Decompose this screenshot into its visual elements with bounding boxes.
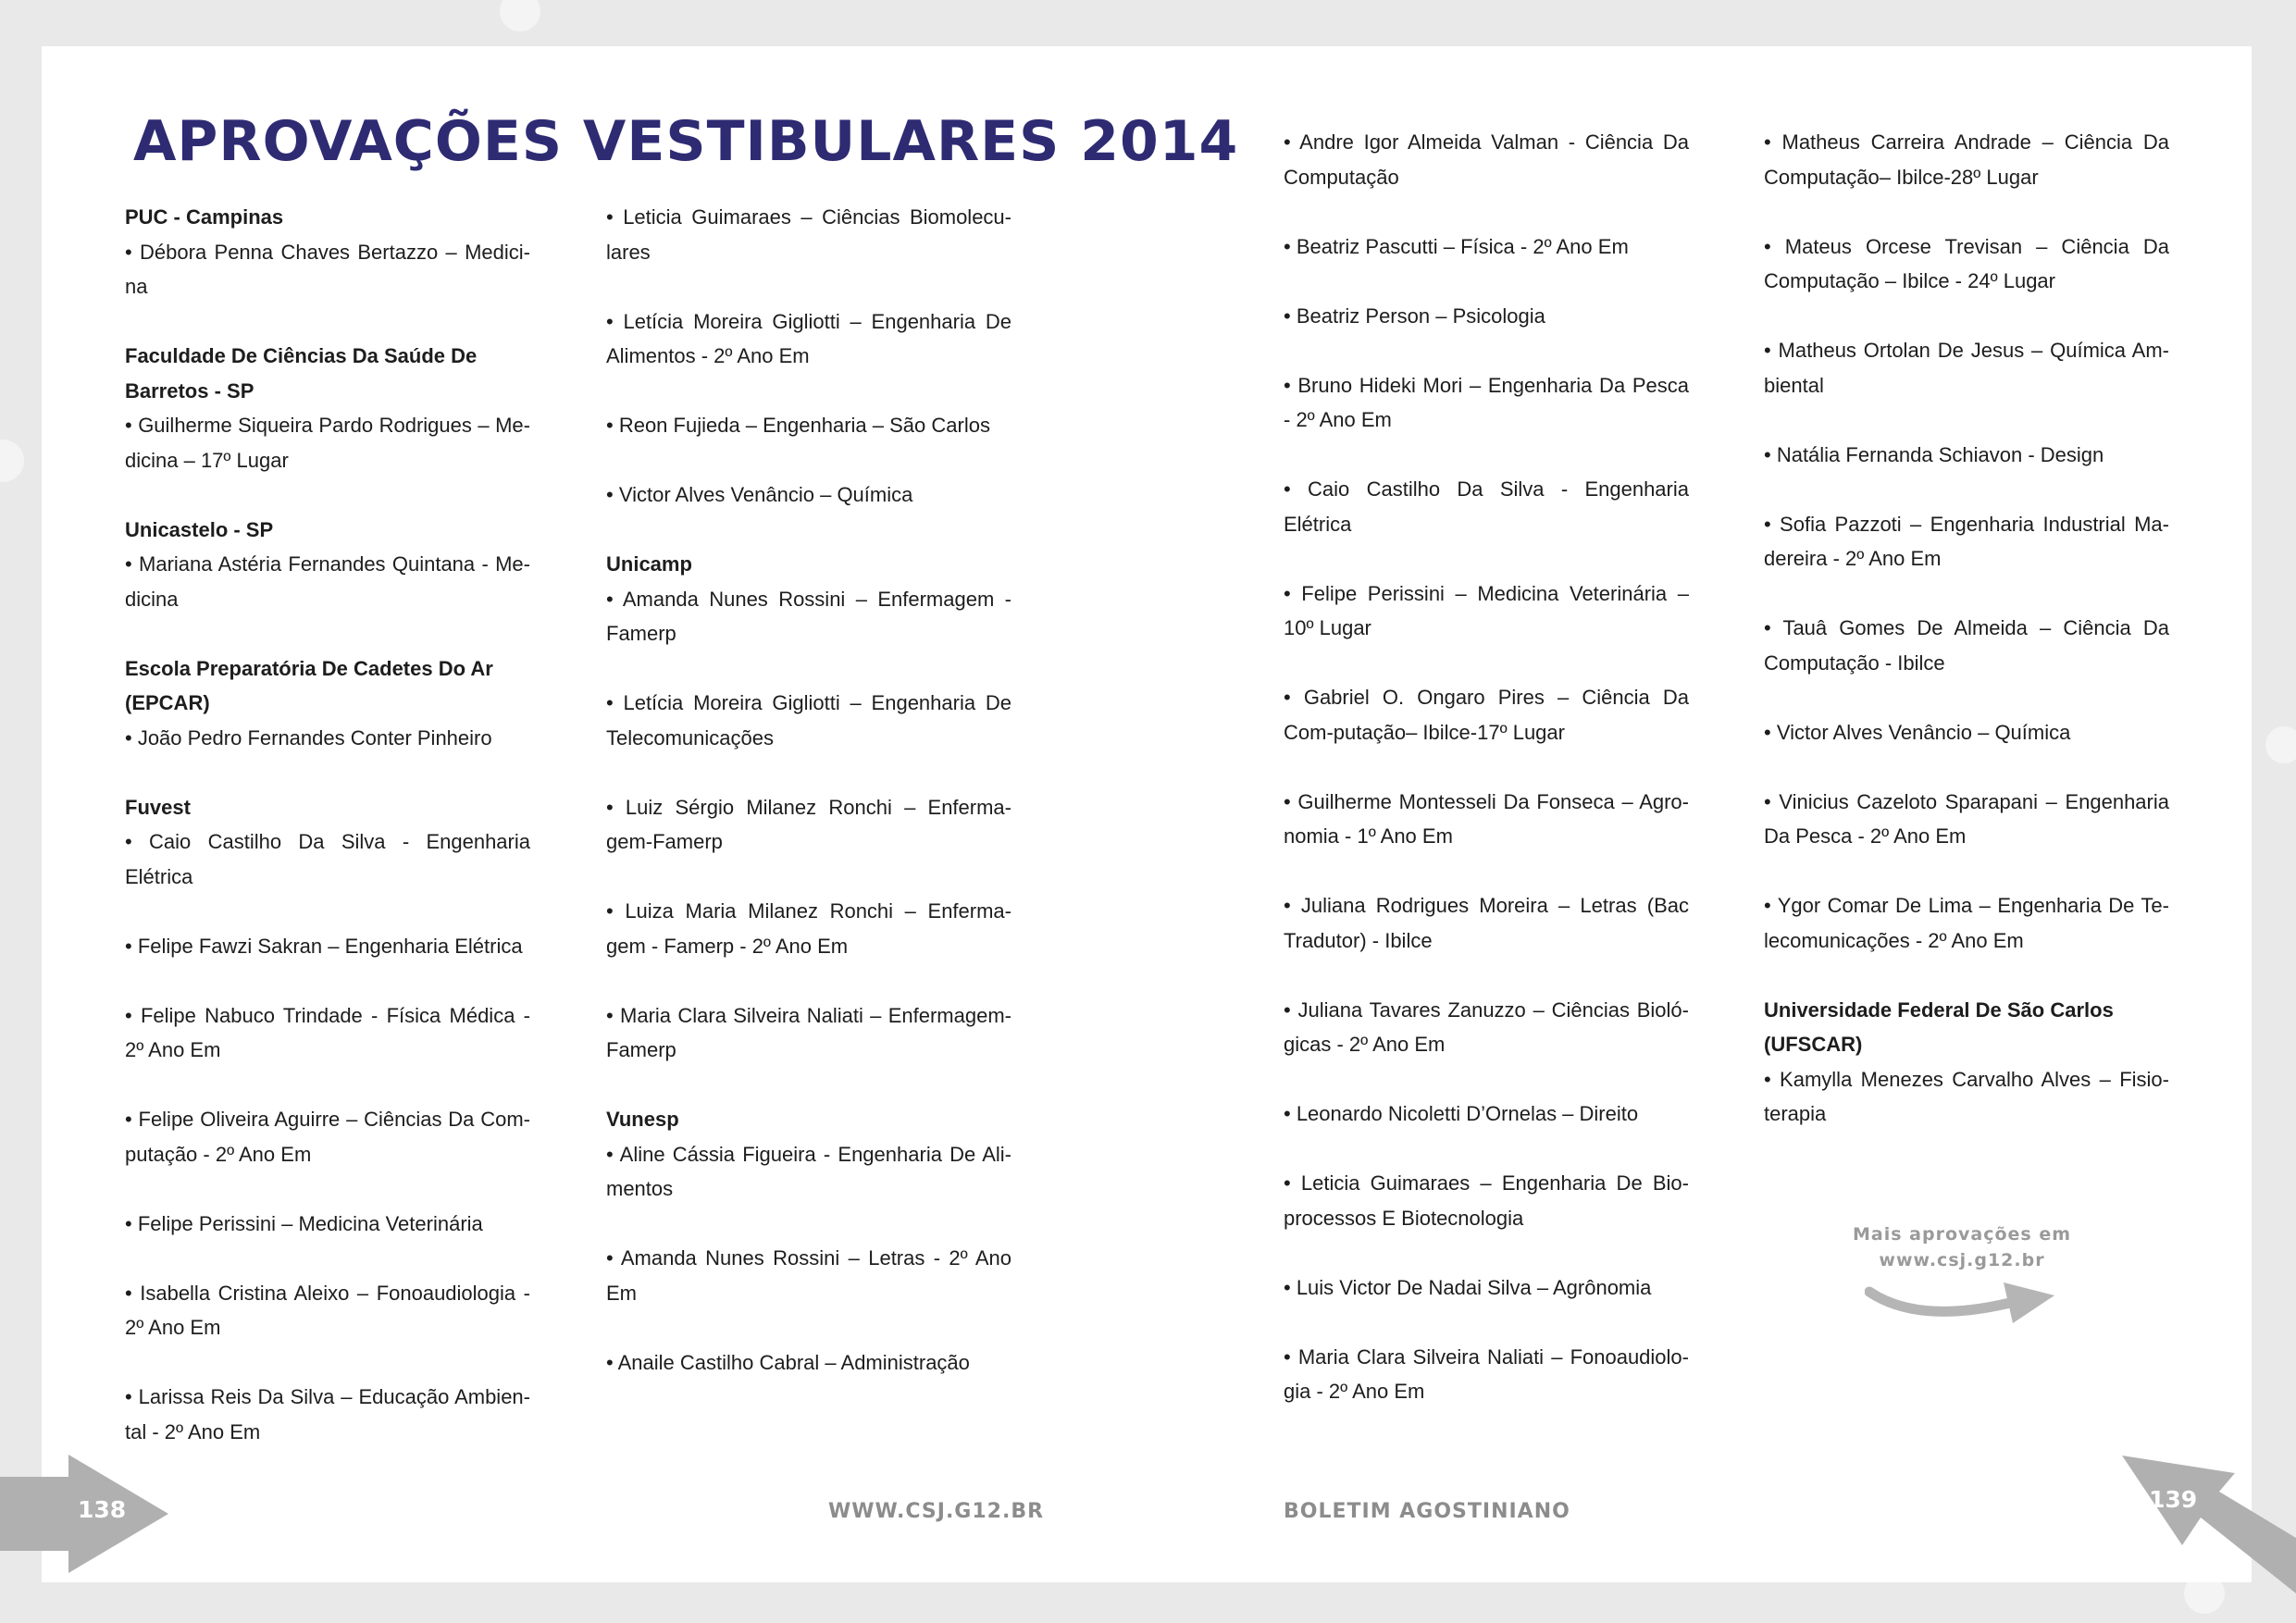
approval-entry: • Juliana Rodrigues Moreira – Letras (Bac Tradutor) - Ibilce bbox=[1284, 894, 1689, 952]
approval-entry: • Felipe Oliveira Aguirre – Ciências Da Com-putação - 2º Ano Em bbox=[125, 1108, 530, 1166]
approval-entry: • Natália Fernanda Schiavon - Design bbox=[1764, 442, 2104, 466]
approval-entry: • Amanda Nunes Rossini – Letras - 2º Ano Em bbox=[606, 1246, 1011, 1305]
approval-entry: • Maria Clara Silveira Naliati – Enfermagem-Famerp bbox=[606, 1003, 1011, 1061]
approval-entry: • Felipe Fawzi Sakran – Engenharia Elétrica bbox=[125, 934, 523, 958]
approval-entry: • Gabriel O. Ongaro Pires – Ciência Da Com-putação– Ibilce-17º Lugar bbox=[1284, 686, 1689, 744]
decor-bubble bbox=[0, 440, 24, 482]
decor-bubble bbox=[500, 0, 540, 31]
approval-entry: • Leonardo Nicoletti D’Ornelas – Direito bbox=[1284, 1102, 1639, 1125]
column-3 bbox=[1284, 125, 1689, 1409]
approval-entry: • Caio Castilho Da Silva - Engenharia Elétrica bbox=[125, 830, 530, 888]
more-approvals-callout[interactable] bbox=[1837, 1221, 2087, 1273]
approval-entry: • Tauâ Gomes De Almeida – Ciência Da Computação - Ibilce bbox=[1764, 616, 2169, 675]
footer-website[interactable]: WWW.CSJ.G12.BR bbox=[828, 1500, 1045, 1523]
approval-entry: • Bruno Hideki Mori – Engenharia Da Pesca - 2º Ano Em bbox=[1284, 373, 1689, 431]
institution-heading: Escola Preparatória De Cadetes Do Ar (EPCAR) bbox=[125, 656, 493, 714]
approval-entry: • Matheus Carreira Andrade – Ciência Da Computação– Ibilce-28º Lugar bbox=[1764, 130, 2169, 189]
approval-entry: • Mariana Astéria Fernandes Quintana - Me-dicina bbox=[125, 552, 530, 611]
approval-entry: • Letícia Moreira Gigliotti – Engenharia De Alimentos - 2º Ano Em bbox=[606, 309, 1011, 367]
page-number-right: 139 bbox=[2149, 1486, 2198, 1513]
institution-heading: Universidade Federal De São Carlos (UFSCAR) bbox=[1764, 997, 2114, 1056]
approval-entry: • Caio Castilho Da Silva - Engenharia Elétrica bbox=[1284, 477, 1689, 536]
approval-entry: • Anaile Castilho Cabral – Administração bbox=[606, 1350, 970, 1374]
approval-entry: • Victor Alves Venâncio – Química bbox=[606, 483, 913, 506]
column-2 bbox=[606, 200, 1011, 1380]
approval-entry: • Aline Cássia Figueira - Engenharia De Ali-mentos bbox=[606, 1142, 1011, 1200]
approval-entry: • João Pedro Fernandes Conter Pinheiro bbox=[125, 725, 492, 750]
approval-entry: • Beatriz Person – Psicologia bbox=[1284, 304, 1545, 328]
institution-heading: Faculdade De Ciências Da Saúde De Barretos - SP bbox=[125, 344, 478, 403]
approval-entry: • Sofia Pazzoti – Engenharia Industrial Ma-dereira - 2º Ano Em bbox=[1764, 512, 2169, 570]
institution-heading: Fuvest bbox=[125, 795, 191, 819]
more-approvals-label: Mais aprovações em bbox=[1852, 1224, 2072, 1245]
approval-entry: • Juliana Tavares Zanuzzo – Ciências Bioló-gicas - 2º Ano Em bbox=[1284, 997, 1689, 1056]
approval-entry: • Larissa Reis Da Silva – Educação Ambien-tal - 2º Ano Em bbox=[125, 1385, 530, 1443]
approval-entry: • Guilherme Montesseli Da Fonseca – Agro-nomia - 1º Ano Em bbox=[1284, 789, 1689, 848]
institution-heading: Vunesp bbox=[606, 1108, 679, 1131]
approval-entry: • Ygor Comar De Lima – Engenharia De Te-lecomunicações - 2º Ano Em bbox=[1764, 894, 2169, 952]
approval-entry: • Andre Igor Almeida Valman - Ciência Da Computação bbox=[1284, 130, 1689, 189]
institution-heading: PUC - Campinas bbox=[125, 205, 284, 229]
footer-magazine-name: BOLETIM AGOSTINIANO bbox=[1284, 1500, 1570, 1523]
approval-entry: • Beatriz Pascutti – Física - 2º Ano Em bbox=[1284, 234, 1629, 258]
page-arrow-right-icon bbox=[2119, 1455, 2296, 1623]
approval-entry: • Felipe Perissini – Medicina Veterinária bbox=[125, 1211, 483, 1235]
approval-entry: • Leticia Guimaraes – Ciências Biomolecu-lares bbox=[606, 205, 1011, 264]
approval-entry: • Leticia Guimaraes – Engenharia De Bio-processos E Biotecnologia bbox=[1284, 1171, 1689, 1230]
approval-entry: • Kamylla Menezes Carvalho Alves – Fisio-terapia bbox=[1764, 1067, 2169, 1125]
approval-entry: • Luiza Maria Milanez Ronchi – Enferma-gem - Famerp - 2º Ano Em bbox=[606, 899, 1011, 958]
approval-entry: • Mateus Orcese Trevisan – Ciência Da Computação – Ibilce - 24º Lugar bbox=[1764, 234, 2169, 292]
approval-entry: • Guilherme Siqueira Pardo Rodrigues – Me-dicina – 17º Lugar bbox=[125, 414, 530, 472]
approval-entry: • Felipe Perissini – Medicina Veterinária – 10º Lugar bbox=[1284, 581, 1689, 639]
approval-entry: • Felipe Nabuco Trindade - Física Médica - 2º Ano Em bbox=[125, 1003, 530, 1061]
approval-entry: • Luiz Sérgio Milanez Ronchi – Enferma-gem-Famerp bbox=[606, 795, 1011, 853]
approval-entry: • Isabella Cristina Aleixo – Fonoaudiologia - 2º Ano Em bbox=[125, 1281, 530, 1339]
column-1 bbox=[125, 200, 530, 1449]
curved-arrow-icon bbox=[1865, 1275, 2059, 1340]
more-approvals-url[interactable]: www.csj.g12.br bbox=[1879, 1250, 2045, 1270]
approval-entry: • Vinicius Cazeloto Sparapani – Engenharia Da Pesca - 2º Ano Em bbox=[1764, 789, 2169, 848]
approval-entry: • Maria Clara Silveira Naliati – Fonoaudiolo-gia - 2º Ano Em bbox=[1284, 1344, 1689, 1403]
page-number-left: 138 bbox=[78, 1496, 127, 1523]
approval-entry: • Matheus Ortolan De Jesus – Química Am-biental bbox=[1764, 339, 2169, 397]
approval-entry: • Luis Victor De Nadai Silva – Agrônomia bbox=[1284, 1275, 1652, 1299]
approval-entry: • Letícia Moreira Gigliotti – Engenharia De Telecomunicações bbox=[606, 691, 1011, 750]
decor-bubble bbox=[2265, 726, 2296, 763]
approval-entry: • Reon Fujieda – Engenharia – São Carlos bbox=[606, 414, 990, 437]
approval-entry: • Débora Penna Chaves Bertazzo – Medici-na bbox=[125, 240, 530, 298]
column-4 bbox=[1764, 125, 2169, 1132]
approval-entry: • Victor Alves Venâncio – Química bbox=[1764, 720, 2071, 744]
institution-heading: Unicamp bbox=[606, 552, 692, 576]
institution-heading: Unicastelo - SP bbox=[125, 517, 274, 541]
page-title: APROVAÇÕES VESTIBULARES 2014 bbox=[133, 109, 1239, 174]
approval-entry: • Amanda Nunes Rossini – Enfermagem -Famerp bbox=[606, 587, 1011, 645]
